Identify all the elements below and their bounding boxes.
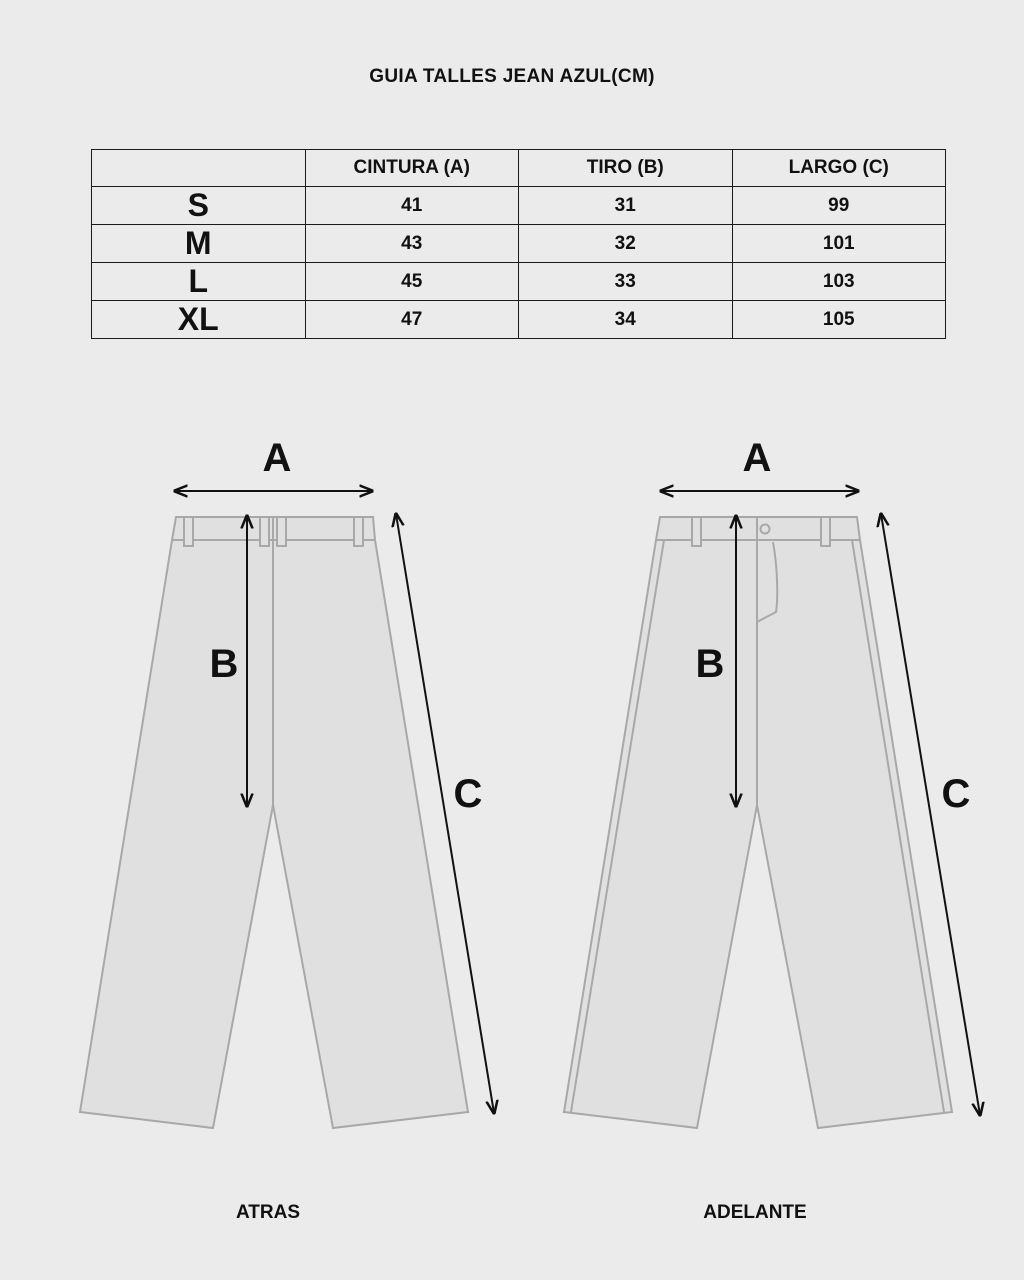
header-tiro: TIRO (B): [519, 150, 733, 187]
tiro-cell: 33: [519, 263, 733, 301]
front-label-b: B: [695, 642, 725, 686]
tiro-cell: 32: [519, 225, 733, 263]
size-cell: XL: [92, 301, 306, 339]
back-view-label: ATRAS: [235, 1202, 301, 1223]
back-label-c: C: [453, 772, 483, 816]
pants-back-illustration: [80, 517, 468, 1128]
largo-cell: 101: [732, 225, 946, 263]
front-view-label: ADELANTE: [703, 1202, 807, 1223]
page-title: GUIA TALLES JEAN AZUL(CM): [369, 66, 655, 87]
front-label-c: C: [941, 772, 971, 816]
front-label-a: A: [742, 436, 772, 480]
largo-cell: 99: [732, 187, 946, 225]
cintura-cell: 47: [305, 301, 519, 339]
button-icon: [761, 525, 770, 534]
cintura-cell: 45: [305, 263, 519, 301]
cintura-cell: 43: [305, 225, 519, 263]
cintura-cell: 41: [305, 187, 519, 225]
header-largo: LARGO (C): [732, 150, 946, 187]
tiro-cell: 31: [519, 187, 733, 225]
size-cell: M: [92, 225, 306, 263]
back-label-a: A: [262, 436, 292, 480]
largo-cell: 105: [732, 301, 946, 339]
back-label-b: B: [209, 642, 239, 686]
size-cell: L: [92, 263, 306, 301]
size-cell: S: [92, 187, 306, 225]
largo-cell: 103: [732, 263, 946, 301]
header-cintura: CINTURA (A): [305, 150, 519, 187]
pants-front-illustration: [564, 517, 952, 1128]
tiro-cell: 34: [519, 301, 733, 339]
